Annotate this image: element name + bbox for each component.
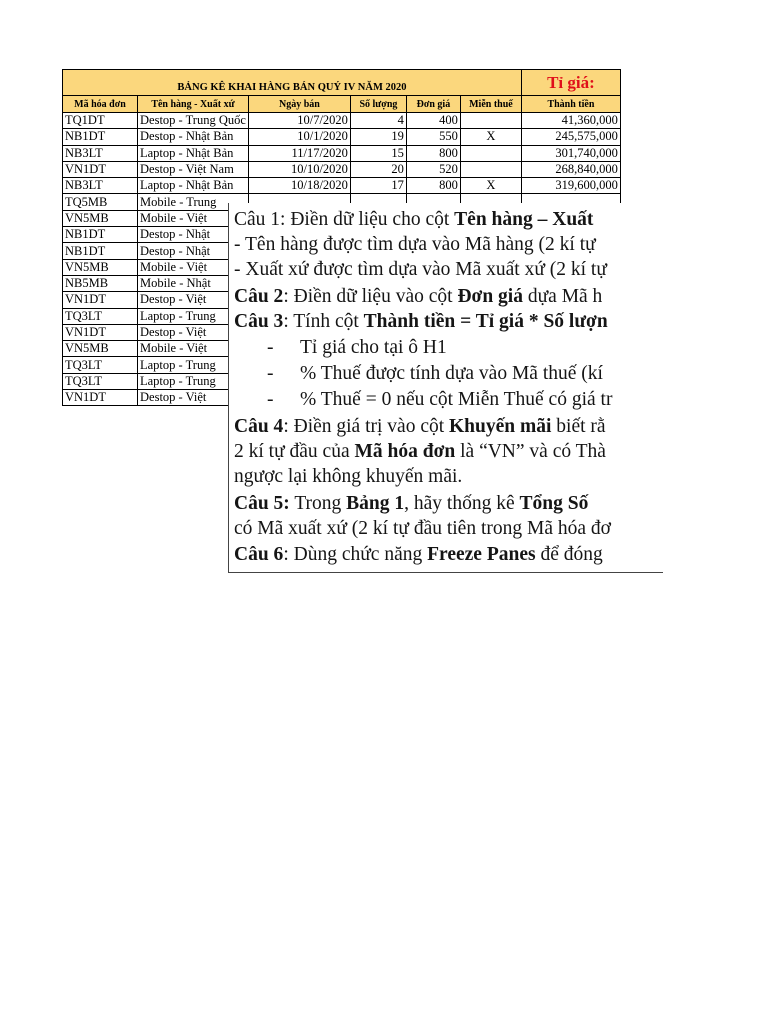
cell-invoice-code: NB1DT xyxy=(63,129,138,145)
cell-total: 268,840,000 xyxy=(521,161,620,177)
cell-quantity: 20 xyxy=(350,161,406,177)
cell-quantity: 4 xyxy=(350,113,406,129)
cell-quantity: 17 xyxy=(350,178,406,194)
cell-product-origin: Laptop - Nhật Bản xyxy=(138,145,249,161)
questions-image xyxy=(228,203,663,573)
header-row xyxy=(63,96,621,113)
header-product-origin: Tên hàng - Xuất xứ xyxy=(138,96,249,113)
question-3-bullet-2: - % Thuế được tính dựa vào Mã thuế (kí xyxy=(267,363,603,384)
table-row xyxy=(63,129,621,145)
cell-product-origin: Destop - Việt xyxy=(138,324,249,340)
cell-sale-date: 10/10/2020 xyxy=(248,161,350,177)
question-4: Câu 4: Điền giá trị vào cột Khuyến mãi biết rằ xyxy=(234,416,606,437)
cell-product-origin: Laptop - Trung xyxy=(138,373,249,389)
table-row xyxy=(63,161,621,177)
cell-invoice-code: VN1DT xyxy=(63,390,138,406)
header-total: Thành tiền xyxy=(521,96,620,113)
question-2: Câu 2: Điền dữ liệu vào cột Đơn giá dựa Mã h xyxy=(234,286,603,307)
cell-product-origin: Destop - Nhật Bản xyxy=(138,129,249,145)
cell-product-origin: Laptop - Nhật Bản xyxy=(138,178,249,194)
cell-quantity: 15 xyxy=(350,145,406,161)
cell-product-origin: Destop - Việt xyxy=(138,390,249,406)
question-3-bullet-3: - % Thuế = 0 nếu cột Miễn Thuế có giá tr xyxy=(267,389,613,410)
cell-unit-price: 800 xyxy=(406,178,460,194)
cell-tax-exempt xyxy=(460,145,521,161)
cell-tax-exempt: X xyxy=(460,129,521,145)
cell-invoice-code: NB1DT xyxy=(63,243,138,259)
cell-quantity: 19 xyxy=(350,129,406,145)
question-3-bullet-1: - Tỉ giá cho tại ô H1 xyxy=(267,337,447,358)
question-4-line-3: ngược lại không khuyến mãi. xyxy=(234,466,463,487)
cell-invoice-code: NB3LT xyxy=(63,145,138,161)
cell-invoice-code: NB3LT xyxy=(63,178,138,194)
cell-unit-price: 400 xyxy=(406,113,460,129)
cell-tax-exempt xyxy=(460,161,521,177)
cell-total: 245,575,000 xyxy=(521,129,620,145)
cell-product-origin: Destop - Nhật xyxy=(138,227,249,243)
cell-invoice-code: TQ5MB xyxy=(63,194,138,210)
cell-product-origin: Mobile - Việt xyxy=(138,341,249,357)
cell-invoice-code: NB1DT xyxy=(63,227,138,243)
cell-invoice-code: TQ3LT xyxy=(63,308,138,324)
cell-product-origin: Destop - Việt Nam xyxy=(138,161,249,177)
cell-sale-date: 11/17/2020 xyxy=(248,145,350,161)
cell-sale-date: 10/7/2020 xyxy=(248,113,350,129)
cell-product-origin: Destop - Nhật xyxy=(138,243,249,259)
cell-product-origin: Mobile - Việt xyxy=(138,210,249,226)
cell-unit-price: 800 xyxy=(406,145,460,161)
header-invoice-code: Mã hóa đơn xyxy=(63,96,138,113)
cell-invoice-code: VN5MB xyxy=(63,259,138,275)
cell-total: 41,360,000 xyxy=(521,113,620,129)
cell-invoice-code: TQ3LT xyxy=(63,357,138,373)
sheet-title: BẢNG KÊ KHAI HÀNG BÁN QUÝ IV NĂM 2020 xyxy=(63,70,522,96)
cell-product-origin: Mobile - Nhật xyxy=(138,275,249,291)
header-sale-date: Ngày bán xyxy=(248,96,350,113)
cell-unit-price: 550 xyxy=(406,129,460,145)
cell-invoice-code: VN1DT xyxy=(63,324,138,340)
exchange-rate-label: Tỉ giá: xyxy=(521,70,620,96)
cell-total: 301,740,000 xyxy=(521,145,620,161)
cell-product-origin: Destop - Việt xyxy=(138,292,249,308)
table-row xyxy=(63,178,621,194)
title-row xyxy=(63,70,621,96)
question-3: Câu 3: Tính cột Thành tiền = Tỉ giá * Số lượn xyxy=(234,311,608,332)
table-row xyxy=(63,145,621,161)
question-1-line-2: - Tên hàng được tìm dựa vào Mã hàng (2 kí tự xyxy=(234,234,596,255)
cell-tax-exempt: X xyxy=(460,178,521,194)
question-5-line-2: có Mã xuất xứ (2 kí tự đầu tiên trong Mã hóa đơ xyxy=(234,518,611,539)
cell-total: 319,600,000 xyxy=(521,178,620,194)
question-6: Câu 6: Dùng chức năng Freeze Panes để đóng xyxy=(234,544,603,565)
cell-invoice-code: TQ1DT xyxy=(63,113,138,129)
question-1-line-3: - Xuất xứ được tìm dựa vào Mã xuất xứ (2 kí tự xyxy=(234,259,607,280)
cell-invoice-code: VN1DT xyxy=(63,292,138,308)
cell-product-origin: Mobile - Việt xyxy=(138,259,249,275)
header-unit-price: Đơn giá xyxy=(406,96,460,113)
cell-invoice-code: TQ3LT xyxy=(63,373,138,389)
cell-product-origin: Mobile - Trung xyxy=(138,194,249,210)
table-row xyxy=(63,113,621,129)
cell-unit-price: 520 xyxy=(406,161,460,177)
header-quantity: Số lượng xyxy=(350,96,406,113)
question-1: Câu 1: Điền dữ liệu cho cột Tên hàng – Xuất xyxy=(234,209,594,230)
cell-tax-exempt xyxy=(460,113,521,129)
cell-invoice-code: VN1DT xyxy=(63,161,138,177)
cell-product-origin: Laptop - Trung xyxy=(138,357,249,373)
cell-product-origin: Laptop - Trung xyxy=(138,308,249,324)
cell-invoice-code: VN5MB xyxy=(63,210,138,226)
question-4-line-2: 2 kí tự đầu của Mã hóa đơn là “VN” và có Thà xyxy=(234,441,606,462)
cell-invoice-code: NB5MB xyxy=(63,275,138,291)
cell-invoice-code: VN5MB xyxy=(63,341,138,357)
cell-product-origin: Destop - Trung Quốc xyxy=(138,113,249,129)
question-5: Câu 5: Trong Bảng 1, hãy thống kê Tổng Số xyxy=(234,493,589,514)
header-tax-exempt: Miễn thuế xyxy=(460,96,521,113)
cell-sale-date: 10/18/2020 xyxy=(248,178,350,194)
cell-sale-date: 10/1/2020 xyxy=(248,129,350,145)
